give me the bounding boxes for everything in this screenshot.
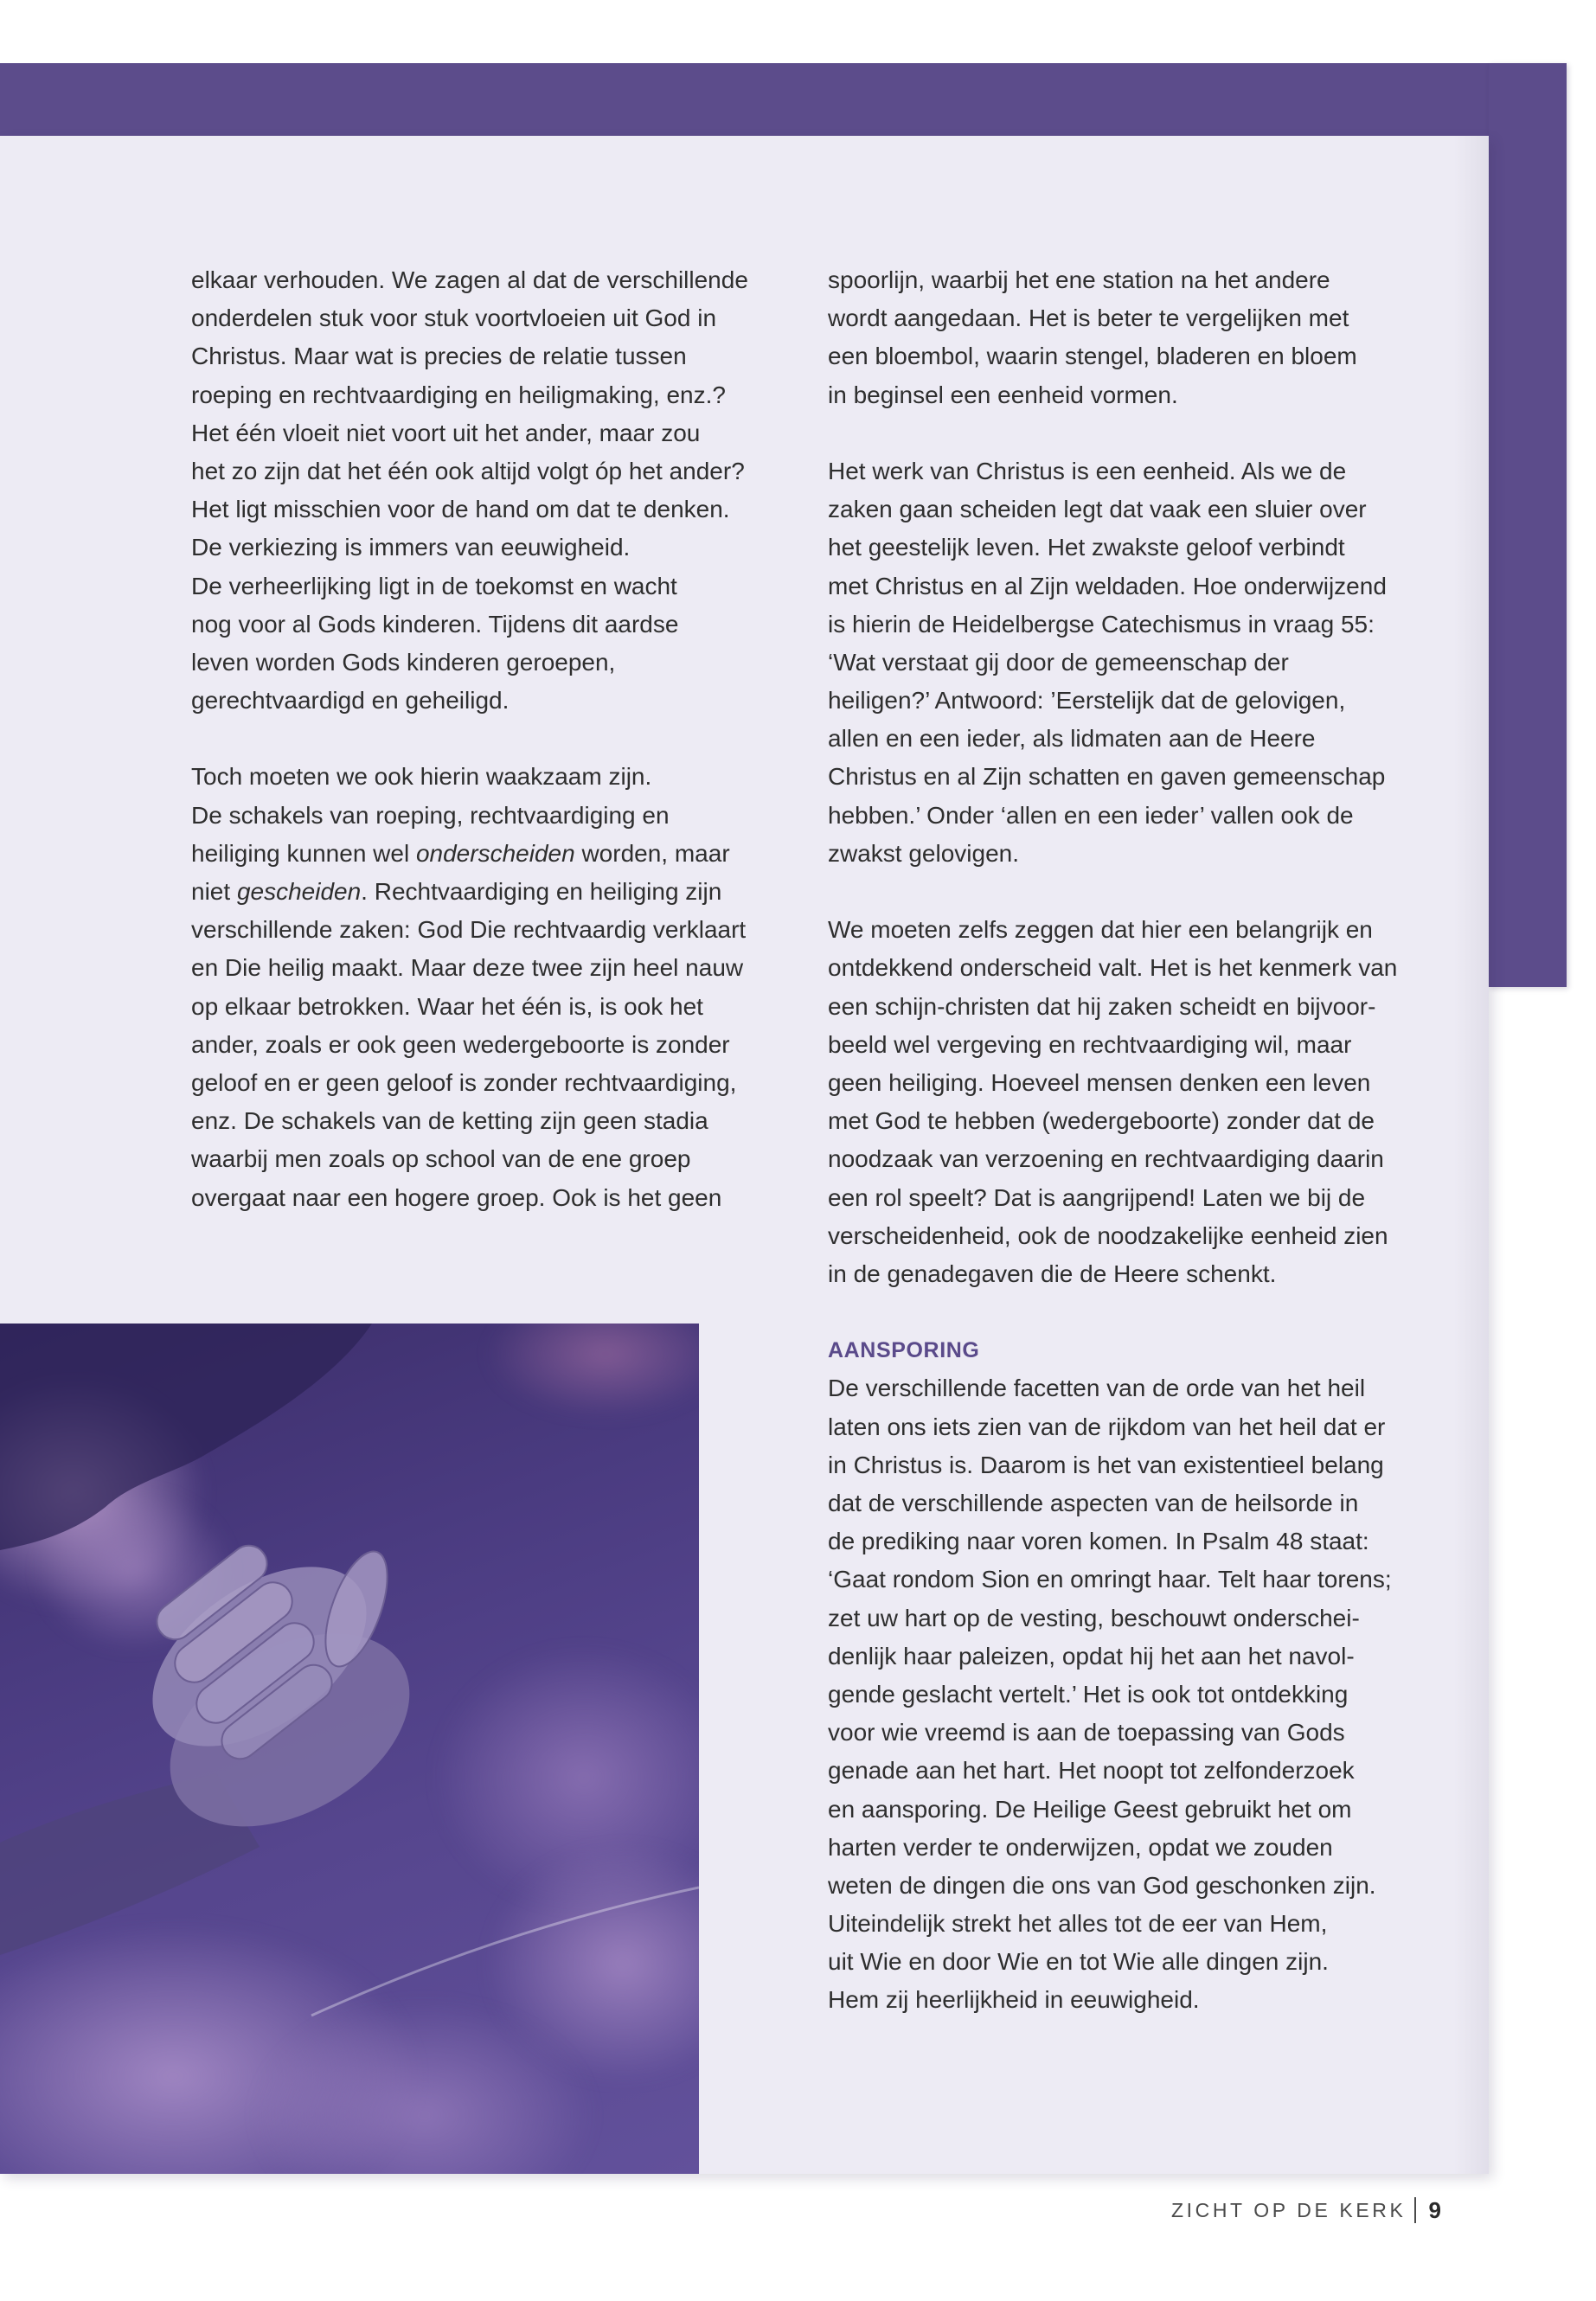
text-line: is hierin de Heidelbergse Catechismus in vraag 55: [828,610,1375,638]
text-line: allen en een ieder, als lidmaten aan de Heere [828,725,1316,753]
text-line: zwakst gelovigen. [828,839,1020,867]
praying-hands-illustration [0,1324,699,2174]
text-line: De schakels van roeping, rechtvaardiging en [191,801,670,829]
text-line: De verheerlijking ligt in de toekomst en wacht [191,572,677,599]
text-segment: niet [191,878,237,905]
article-column-left [191,261,797,1255]
paragraph [191,758,797,1216]
text-line: geen heiliging. Hoeveel mensen denken een leven [828,1068,1371,1096]
text-line: genade aan het hart. Het noopt tot zelfonderzoek [828,1757,1355,1785]
text-line: met Christus en al Zijn weldaden. Hoe onderwijzend [828,572,1387,599]
italic-text: onderscheiden [415,839,575,867]
text-line: nog voor al Gods kinderen. Tijdens dit aardse [191,610,679,638]
text-line: een bloembol, waarin stengel, bladeren en bloem [828,343,1357,370]
text-line: laten ons iets zien van de rijkdom van het heil dat er [828,1413,1386,1440]
text-line: zet uw hart op de vesting, beschouwt onderschei- [828,1604,1360,1631]
text-line: verscheidenheid, ook de noodzakelijke eenheid zien [828,1221,1388,1249]
text-line: Uiteindelijk strekt het alles tot de eer van Hem, [828,1910,1328,1938]
top-color-band [0,63,1567,136]
text-line: waarbij men zoals op school van de ene groep [191,1145,691,1173]
section-heading: AANSPORING [828,1338,980,1363]
text-line: overgaat naar een hogere groep. Ook is het geen [191,1183,722,1211]
text-line: Het werk van Christus is een eenheid. Als we de [828,457,1347,484]
text-segment: worden, maar [574,839,730,867]
text-line: Christus. Maar wat is precies de relatie tussen [191,343,687,370]
paragraph [191,261,797,720]
text-line: gende geslacht vertelt.’ Het is ook tot ontdekking [828,1680,1349,1708]
text-line: weten de dingen die ons van God geschonken zijn. [828,1871,1376,1899]
text-line: ‘Wat verstaat gij door de gemeenschap der [828,648,1289,676]
text-line: een rol speelt? Dat is aangrijpend! Laten we bij de [828,1183,1366,1211]
text-line: ander, zoals er ook geen wedergeboorte is zonder [191,1030,730,1058]
text-line: enz. De schakels van de ketting zijn geen stadia [191,1107,708,1135]
text-line: zaken gaan scheiden legt dat vaak een sluier over [828,496,1367,523]
paragraph [828,261,1451,414]
text-line: met God te hebben (wedergeboorte) zonder dat de [828,1107,1375,1135]
light-streak [311,1888,699,2016]
text-line: leven worden Gods kinderen geroepen, [191,648,616,676]
text-segment: . Rechtvaardiging en heiliging zijn [361,878,722,905]
text-line: de prediking naar voren komen. In Psalm 48 staat: [828,1528,1369,1555]
text-line: De verkiezing is immers van eeuwigheid. [191,534,631,561]
text-line: dat de verschillende aspecten van de heilsorde in [828,1490,1359,1516]
italic-text: gescheiden [236,878,362,905]
text-line [191,835,797,873]
text-line: een schijn-christen dat hij zaken scheidt en bijvoor- [828,992,1376,1020]
text-line: ‘Gaat rondom Sion en omringt haar. Telt haar torens; [828,1566,1392,1593]
text-line: Toch moeten we ook hierin waakzaam zijn. [191,763,652,791]
text-line: verschillende zaken: God Die rechtvaardig verklaart [191,916,747,944]
text-line: en Die heilig maakt. Maar deze twee zijn heel nauw [191,954,744,982]
text-line: op elkaar betrokken. Waar het één is, is ook het [191,992,703,1020]
head-silhouette [0,1324,372,1550]
panel-edge-shadow [1454,136,1489,2174]
text-line: heiligen?’ Antwoord: ’Eerstelijk dat de gelovigen, [828,687,1346,715]
page-number: 9 [1428,2196,1441,2223]
side-color-band [1489,63,1567,987]
footer-divider [1414,2197,1416,2223]
text-line: De verschillende facetten van de orde van het heil [828,1375,1366,1402]
text-line: roeping en rechtvaardiging en heiligmaking, enz.? [191,381,726,408]
text-line: voor wie vreemd is aan de toepassing van Gods [828,1719,1345,1747]
text-line: en aansporing. De Heilige Geest gebruikt het om [828,1795,1352,1823]
text-line: harten verder te onderwijzen, opdat we zouden [828,1833,1333,1861]
text-line: Het ligt misschien voor de hand om dat te denken. [191,496,730,523]
text-line: elkaar verhouden. We zagen al dat de verschillende [191,266,748,293]
text-line: het geestelijk leven. Het zwakste geloof verbindt [828,534,1345,561]
paragraph [828,452,1451,873]
text-line: beeld wel vergeving en rechtvaardiging wil, maar [828,1030,1352,1058]
paragraph [828,1331,1451,2019]
publication-name: ZICHT OP DE KERK [1171,2198,1407,2221]
article-column-right [828,261,1451,2058]
text-line: spoorlijn, waarbij het ene station na het andere [828,266,1330,293]
praying-hands-photo [0,1324,699,2174]
text-line: Het één vloeit niet voort uit het ander, maar zou [191,419,701,446]
text-line: Hem zij heerlijkheid in eeuwigheid. [828,1986,1200,2014]
text-line [191,873,797,911]
text-segment: heiliging kunnen wel [191,839,416,867]
text-line: We moeten zelfs zeggen dat hier een belangrijk en [828,916,1373,944]
text-line: noodzaak van verzoening en rechtvaardiging daarin [828,1145,1384,1173]
text-line: denlijk haar paleizen, opdat hij het aan het navol- [828,1642,1355,1670]
text-line: onderdelen stuk voor stuk voortvloeien uit God in [191,304,717,332]
text-line: Christus en al Zijn schatten en gaven gemeenschap [828,763,1386,791]
text-line: uit Wie en door Wie en tot Wie alle dingen zijn. [828,1948,1329,1976]
text-line: gerechtvaardigd en geheiligd. [191,687,510,715]
text-line: in de genadegaven die de Heere schenkt. [828,1259,1277,1287]
text-line: ontdekkend onderscheid valt. Het is het kenmerk van [828,954,1398,982]
page-footer [1171,2195,1441,2225]
text-line: in beginsel een eenheid vormen. [828,381,1178,408]
text-line: geloof en er geen geloof is zonder rechtvaardiging, [191,1068,737,1096]
text-line: het zo zijn dat het één ook altijd volgt óp het ander? [191,457,745,484]
text-line: wordt aangedaan. Het is beter te vergelijken met [828,304,1349,332]
text-line: in Christus is. Daarom is het van existentieel belang [828,1451,1384,1478]
paragraph [828,911,1451,1293]
text-line: hebben.’ Onder ‘allen en een ieder’ vallen ook de [828,801,1354,829]
